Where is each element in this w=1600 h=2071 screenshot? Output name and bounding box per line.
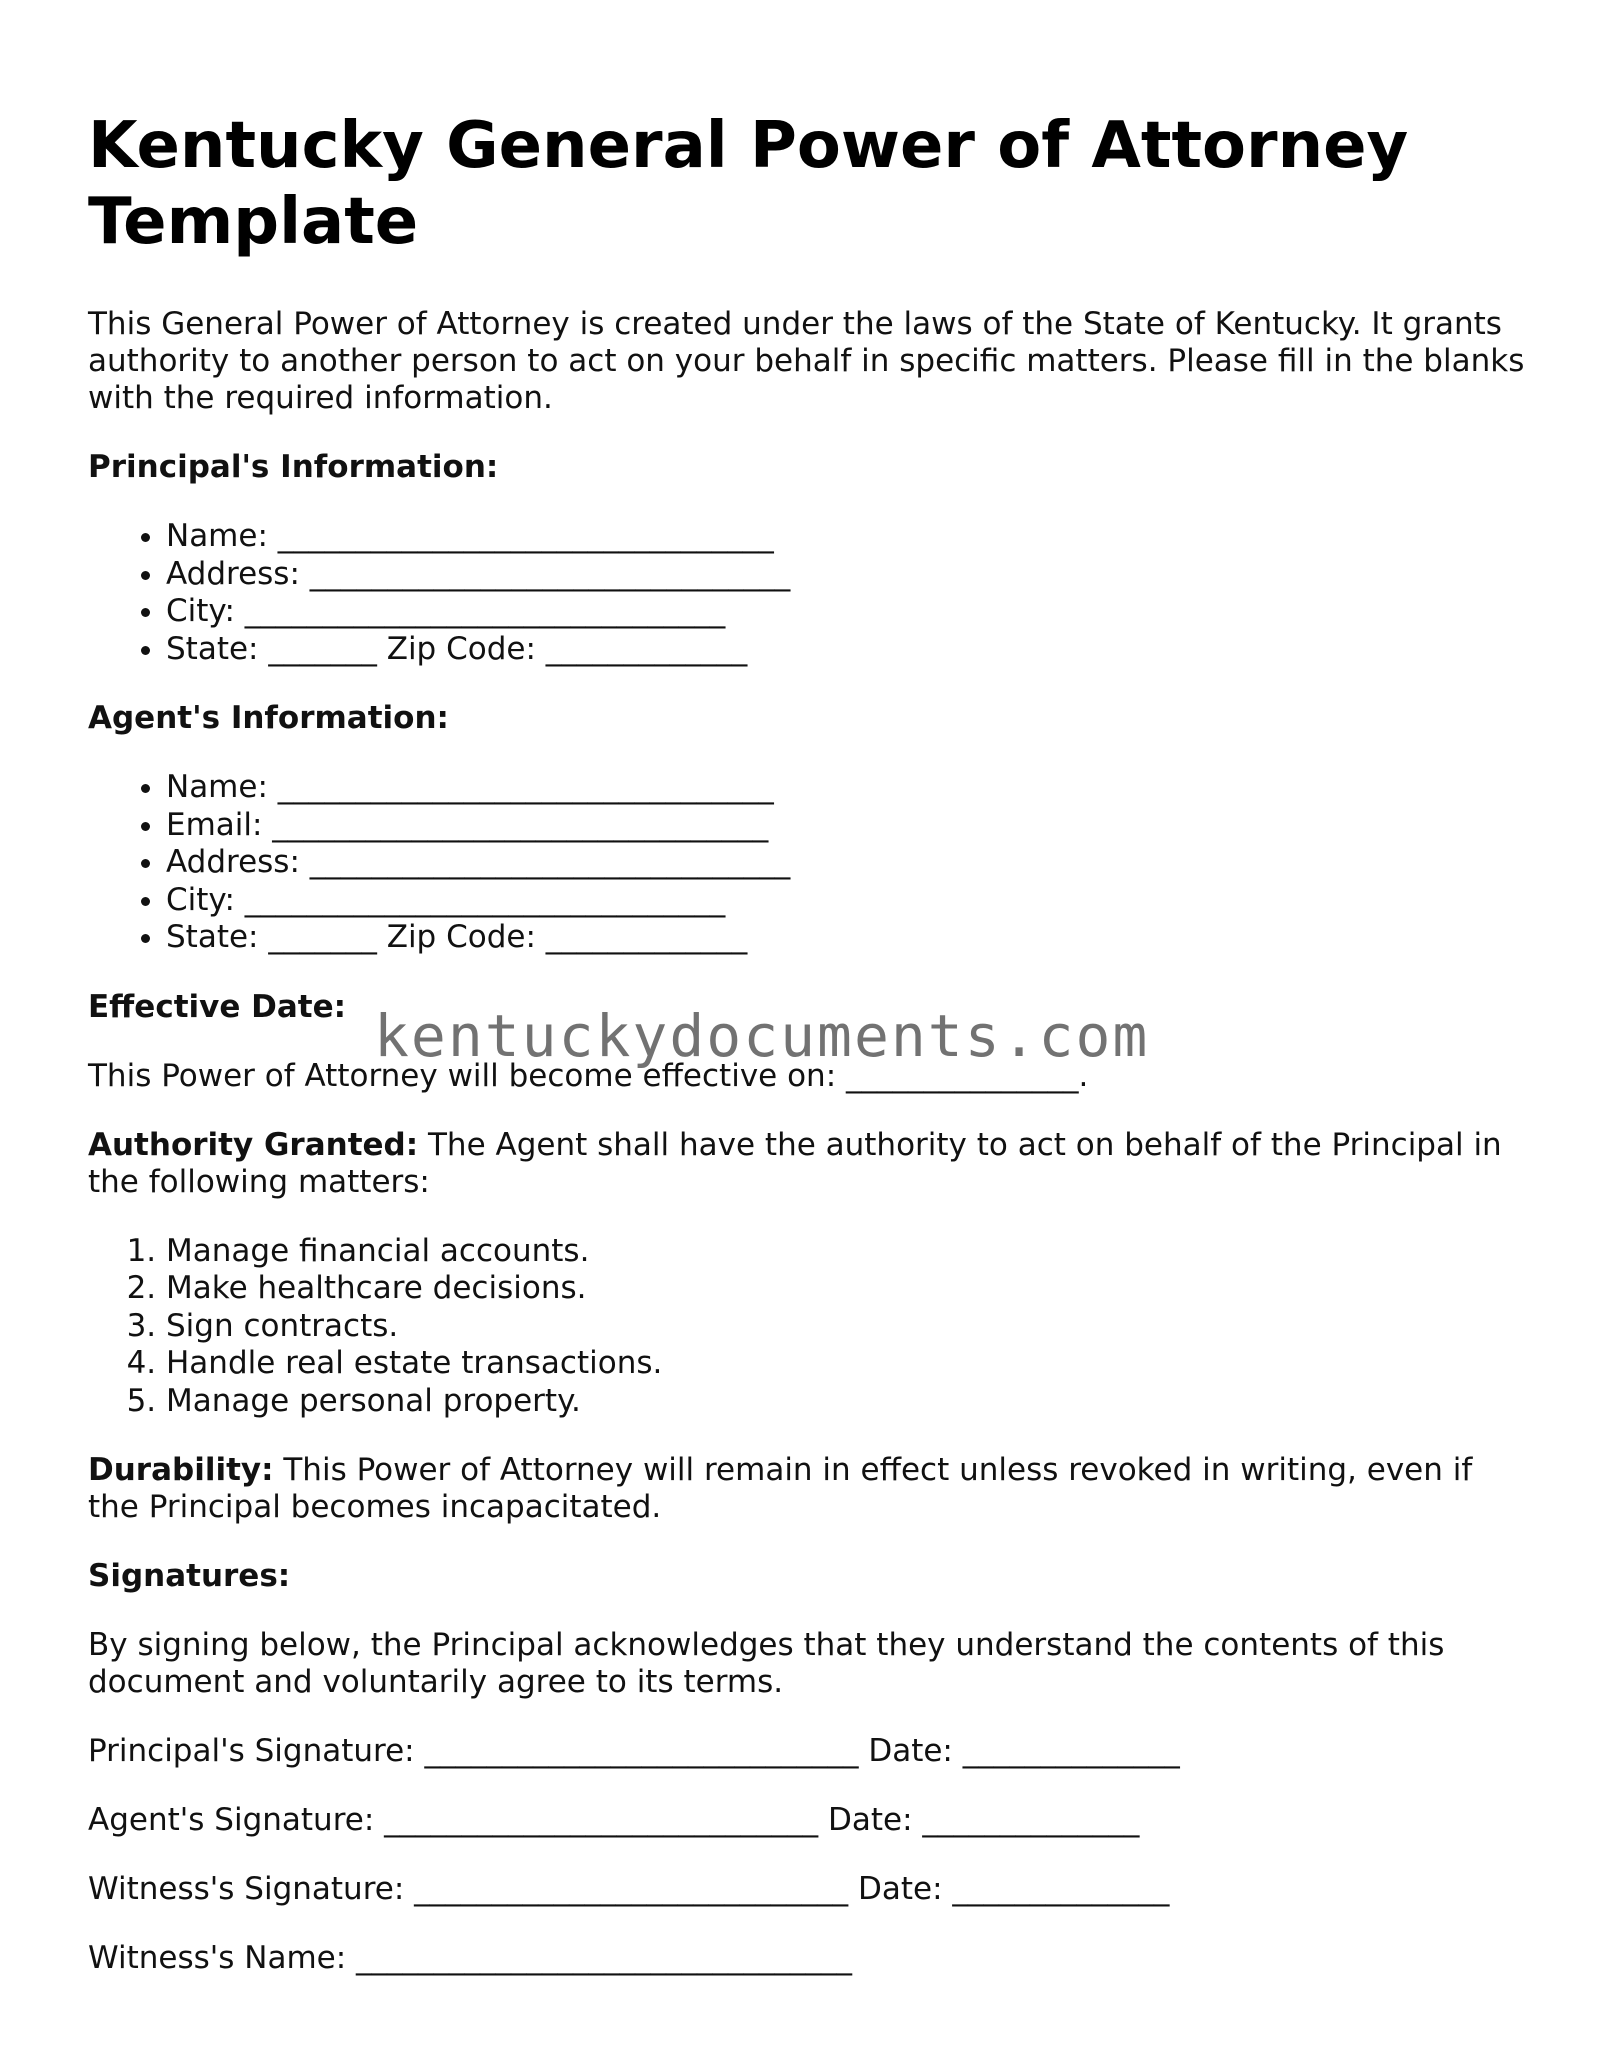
agent-email-field: • Email: ________________________________ — [166, 807, 1528, 845]
authority-item: 3. Sign contracts. — [166, 1308, 1528, 1346]
agent-city-field: • City: _______________________________ — [166, 882, 1528, 920]
authority-item: 2. Make healthcare decisions. — [166, 1270, 1528, 1308]
principal-name-field: • Name: ________________________________ — [166, 518, 1528, 556]
signatures-heading: Signatures: — [88, 1558, 291, 1594]
agent-name-field: • Name: ________________________________ — [166, 769, 1528, 807]
agent-state-zip-field: • State: _______ Zip Code: _____________ — [166, 919, 1528, 957]
intro-paragraph: This General Power of Attorney is created under the laws of the State of Kentucky. It grants authority to another person to act on your behalf in specific matters. Please fill in the blanks with the required information. — [88, 306, 1525, 416]
witness-signature-line: Witness's Signature: ____________________________ Date: ______________ — [88, 1871, 1170, 1907]
witness-name-line: Witness's Name: ________________________________ — [88, 1940, 853, 1976]
principal-signature-line: Principal's Signature: ____________________________ Date: ______________ — [88, 1733, 1180, 1769]
signatures-text: By signing below, the Principal acknowledges that they understand the contents of this document and voluntarily agree to its terms. — [88, 1627, 1445, 1700]
authority-label: Authority Granted: — [88, 1126, 419, 1163]
authority-item: 1. Manage financial accounts. — [166, 1233, 1528, 1271]
durability-text: This Power of Attorney will remain in effect unless revoked in writing, even if the Principal becomes incapacitated. — [88, 1452, 1473, 1525]
agent-signature-line: Agent's Signature: ____________________________ Date: ______________ — [88, 1802, 1140, 1838]
principal-address-field: • Address: _______________________________ — [166, 556, 1528, 594]
authority-item: 4. Handle real estate transactions. — [166, 1345, 1528, 1383]
principal-city-field: • City: _______________________________ — [166, 593, 1528, 631]
authority-text: The Agent shall have the authority to act on behalf of the Principal in the following matters: — [88, 1126, 1502, 1200]
principal-state-zip-field: • State: _______ Zip Code: _____________ — [166, 631, 1528, 669]
authority-paragraph — [88, 1127, 1528, 1201]
watermark: kentuckydocuments.com — [374, 1002, 1150, 1070]
durability-label: Durability: — [88, 1452, 274, 1488]
principal-fields-list — [88, 518, 1528, 668]
effective-date-text: This Power of Attorney will become effective on: _______________. — [88, 1057, 1089, 1094]
agent-address-field: • Address: _______________________________ — [166, 844, 1528, 882]
agent-fields-list — [88, 769, 1528, 957]
effective-date-heading: Effective Date: — [88, 988, 347, 1025]
principal-heading: Principal's Information: — [88, 449, 499, 485]
document-title: Kentucky General Power of Attorney Template — [88, 109, 1409, 259]
authority-item: 5. Manage personal property. — [166, 1383, 1528, 1421]
agent-heading: Agent's Information: — [88, 700, 449, 736]
authority-list — [88, 1233, 1528, 1421]
durability-paragraph — [88, 1452, 1528, 1526]
